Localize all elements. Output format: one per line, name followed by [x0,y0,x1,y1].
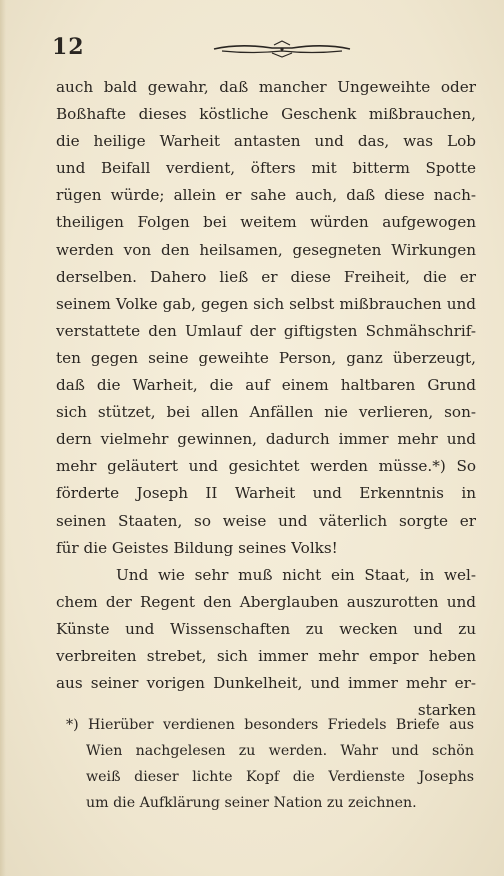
body-line: auch bald gewahr, daß mancher Ungeweihte oder [56,78,476,96]
body-line: seinen Staaten, so weise und väterlich sorgte er [56,511,476,530]
body-line: ten gegen seine geweihte Person, ganz überzeugt, [56,348,476,367]
catchword: starken [417,701,476,720]
body-line: verstattete den Umlauf der giftigsten Schmähschrif- [56,321,476,340]
footnote-line: *) Hierüber verdienen besonders Friedels Briefe aus [66,717,474,733]
body-line: sich stützet, bei allen Anfällen nie verlieren, son- [56,403,476,422]
body-line: förderte Joseph II Warheit und Erkenntnis in [56,484,476,503]
body-line: die heilige Warheit antasten und das, was Lob [56,132,476,151]
body-line: chem der Regent den Aberglauben auszurotten und [56,592,476,611]
body-line: Künste und Wissenschaften zu wecken und zu [56,619,476,638]
body-line: verbreiten strebet, sich immer mehr empor heben [56,646,476,665]
footnote [66,712,474,816]
body-line: für die Geistes Bildung seines Volks! [56,538,338,557]
footnote-line: weiß dieser lichte Kopf die Verdienste Josephs [86,769,474,785]
body-line: werden von den heilsamen, gesegneten Wirkungen [56,240,476,259]
body-line: dern vielmehr gewinnen, dadurch immer mehr und [56,430,476,449]
body-line: aus seiner vorigen Dunkelheit, und immer mehr er- [56,674,476,693]
page-edge-shadow [0,0,6,876]
body-line: theiligen Folgen bei weitem würden aufgewogen [56,213,476,232]
body-line: seinem Volke gab, gegen sich selbst mißbrauchen und [56,294,476,313]
body-line: mehr geläutert und gesichtet werden müsse.*) So [56,457,476,476]
body-line: daß die Warheit, die auf einem haltbaren Grund [56,376,476,395]
body-line: rügen würde; allein er sahe auch, daß diese nach- [56,186,476,205]
body-line: und Beifall verdient, öfters mit bitterm Spotte [56,159,476,178]
body-line: derselben. Dahero ließ er diese Freiheit, die er [56,267,476,286]
footnote-line: um die Aufklärung seiner Nation zu zeichnen. [86,795,417,811]
footnote-line: Wien nachgelesen zu werden. Wahr und schön [86,743,474,759]
decorative-rule-icon [212,40,352,58]
paragraph-start-line: Und wie sehr muß nicht ein Staat, in wel- [116,565,476,584]
page-number: 12 [52,34,85,60]
body-text [56,74,476,724]
page-header [52,34,464,64]
body-line: Boßhafte dieses köstliche Geschenk mißbrauchen, [56,105,476,124]
